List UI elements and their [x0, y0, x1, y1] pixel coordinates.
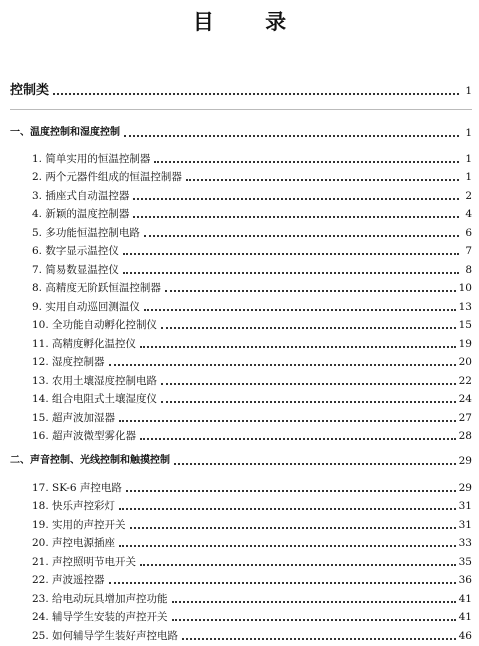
- toc-section-temperature-humidity[interactable]: [10, 124, 472, 140]
- toc-item[interactable]: [32, 627, 472, 643]
- toc-item-label: 5. 多功能恒温控制电路: [32, 227, 140, 239]
- toc-item-label: 3. 插座式自动温控器: [32, 190, 130, 202]
- leader-dots: [119, 545, 456, 547]
- toc-item[interactable]: [32, 409, 472, 425]
- toc-item-page: 27: [458, 412, 472, 424]
- toc-item[interactable]: [32, 168, 472, 184]
- toc-item[interactable]: [32, 150, 472, 166]
- toc-section-page: 29: [458, 455, 472, 467]
- toc-category-label: 控制类: [10, 83, 50, 98]
- toc-item-page: 6: [465, 227, 472, 239]
- toc-item[interactable]: [32, 590, 472, 606]
- toc-category-page: 1: [465, 85, 472, 97]
- toc-item-page: 22: [458, 375, 472, 387]
- toc-item-label: 19. 实用的声控开关: [32, 519, 126, 531]
- toc-item[interactable]: [32, 335, 472, 351]
- toc-item-page: 31: [458, 519, 472, 531]
- toc-item-page: 15: [458, 319, 472, 331]
- toc-item[interactable]: [32, 298, 472, 314]
- toc-item[interactable]: [32, 353, 472, 369]
- toc-item[interactable]: [32, 279, 472, 295]
- toc-item-page: 41: [458, 611, 472, 623]
- leader-dots: [172, 601, 456, 603]
- toc-item-page: 20: [458, 356, 472, 368]
- toc-item[interactable]: [32, 390, 472, 406]
- toc-item-label: 9. 实用自动巡回测温仪: [32, 301, 140, 313]
- toc-item-label: 23. 给电动玩具增加声控功能: [32, 593, 168, 605]
- toc-item[interactable]: [32, 497, 472, 513]
- leader-dots: [124, 135, 459, 137]
- toc-item-page: 2: [465, 190, 472, 202]
- leader-dots: [154, 161, 459, 163]
- toc-item-page: 46: [458, 630, 472, 642]
- toc-item[interactable]: [32, 479, 472, 495]
- toc-item[interactable]: [32, 187, 472, 203]
- toc-item-label: 17. SK-6 声控电路: [32, 482, 122, 494]
- toc-item-label: 18. 快乐声控彩灯: [32, 500, 116, 512]
- divider: [10, 109, 472, 110]
- toc-item-page: 13: [458, 301, 472, 313]
- leader-dots: [140, 564, 456, 566]
- leader-dots: [172, 619, 456, 621]
- toc-item-label: 7. 简易数显温控仪: [32, 264, 119, 276]
- leader-dots: [161, 383, 456, 385]
- leader-dots: [144, 235, 459, 237]
- leader-dots: [140, 438, 456, 440]
- leader-dots: [186, 179, 459, 181]
- leader-dots: [161, 401, 456, 403]
- toc-item-page: 28: [458, 430, 472, 442]
- leader-dots: [133, 216, 459, 218]
- toc-item-label: 21. 声控照明节电开关: [32, 556, 137, 568]
- toc-item-page: 31: [458, 500, 472, 512]
- toc-item[interactable]: [32, 372, 472, 388]
- leader-dots: [119, 508, 456, 510]
- toc-item[interactable]: [32, 553, 472, 569]
- toc-item-page: 36: [458, 574, 472, 586]
- toc-item[interactable]: [32, 242, 472, 258]
- toc-item-page: 29: [458, 482, 472, 494]
- leader-dots: [174, 463, 456, 465]
- toc-item-label: 8. 高精度无阶跃恒温控制器: [32, 282, 161, 294]
- toc-item-label: 4. 新颖的温度控制器: [32, 208, 130, 220]
- leader-dots: [165, 290, 456, 292]
- toc-item[interactable]: [32, 427, 472, 443]
- toc-item-page: 33: [458, 537, 472, 549]
- toc-item-page: 35: [458, 556, 472, 568]
- toc-item-label: 11. 高精度孵化温控仪: [32, 338, 137, 350]
- toc-item[interactable]: [32, 516, 472, 532]
- leader-dots: [109, 582, 456, 584]
- toc-section-label: 一、温度控制和湿度控制: [10, 127, 120, 138]
- leader-dots: [119, 420, 456, 422]
- toc-item-label: 16. 超声波微型雾化器: [32, 430, 137, 442]
- leader-dots: [182, 638, 456, 640]
- toc-item-label: 12. 湿度控制器: [32, 356, 105, 368]
- toc-item[interactable]: [32, 571, 472, 587]
- toc-item-label: 20. 声控电源插座: [32, 537, 116, 549]
- toc-item-page: 7: [465, 245, 472, 257]
- toc-item-label: 14. 组合电阻式土壤湿度仪: [32, 393, 158, 405]
- leader-dots: [123, 272, 459, 274]
- toc-item[interactable]: [32, 608, 472, 624]
- leader-dots: [126, 490, 456, 492]
- toc-item-label: 24. 辅导学生安装的声控开关: [32, 611, 168, 623]
- toc-item-label: 25. 如何辅导学生装好声控电路: [32, 630, 179, 642]
- leader-dots: [144, 309, 456, 311]
- toc-item-page: 10: [458, 282, 472, 294]
- toc-item-page: 1: [465, 153, 472, 165]
- leader-dots: [123, 253, 459, 255]
- toc-item[interactable]: [32, 224, 472, 240]
- toc-item-page: 4: [465, 208, 472, 220]
- toc-item-label: 13. 农用土壤湿度控制电路: [32, 375, 158, 387]
- toc-section-page: 1: [465, 127, 472, 139]
- toc-item[interactable]: [32, 261, 472, 277]
- toc-item-page: 1: [465, 171, 472, 183]
- leader-dots: [133, 198, 459, 200]
- leader-dots: [161, 327, 456, 329]
- toc-item-page: 41: [458, 593, 472, 605]
- leader-dots: [140, 346, 456, 348]
- toc-category[interactable]: [10, 82, 472, 98]
- toc-section-sound-light-touch[interactable]: [10, 452, 472, 468]
- leader-dots: [53, 93, 459, 95]
- toc-item-label: 15. 超声波加湿器: [32, 412, 116, 424]
- toc-item-label: 22. 声波遥控器: [32, 574, 105, 586]
- leader-dots: [130, 527, 456, 529]
- toc-section-label: 二、声音控制、光线控制和触摸控制: [10, 455, 170, 466]
- toc-item[interactable]: [32, 534, 472, 550]
- toc-item-page: 8: [465, 264, 472, 276]
- toc-item-label: 10. 全功能自动孵化控制仪: [32, 319, 158, 331]
- page-title: 目 录: [192, 10, 309, 34]
- toc-item[interactable]: [32, 205, 472, 221]
- toc-item-label: 6. 数字显示温控仪: [32, 245, 119, 257]
- toc-item-label: 1. 简单实用的恒温控制器: [32, 153, 151, 165]
- toc-item-label: 2. 两个元器件组成的恒温控制器: [32, 171, 182, 183]
- toc-item-page: 24: [458, 393, 472, 405]
- leader-dots: [109, 364, 456, 366]
- toc-item[interactable]: [32, 316, 472, 332]
- toc-item-page: 19: [458, 338, 472, 350]
